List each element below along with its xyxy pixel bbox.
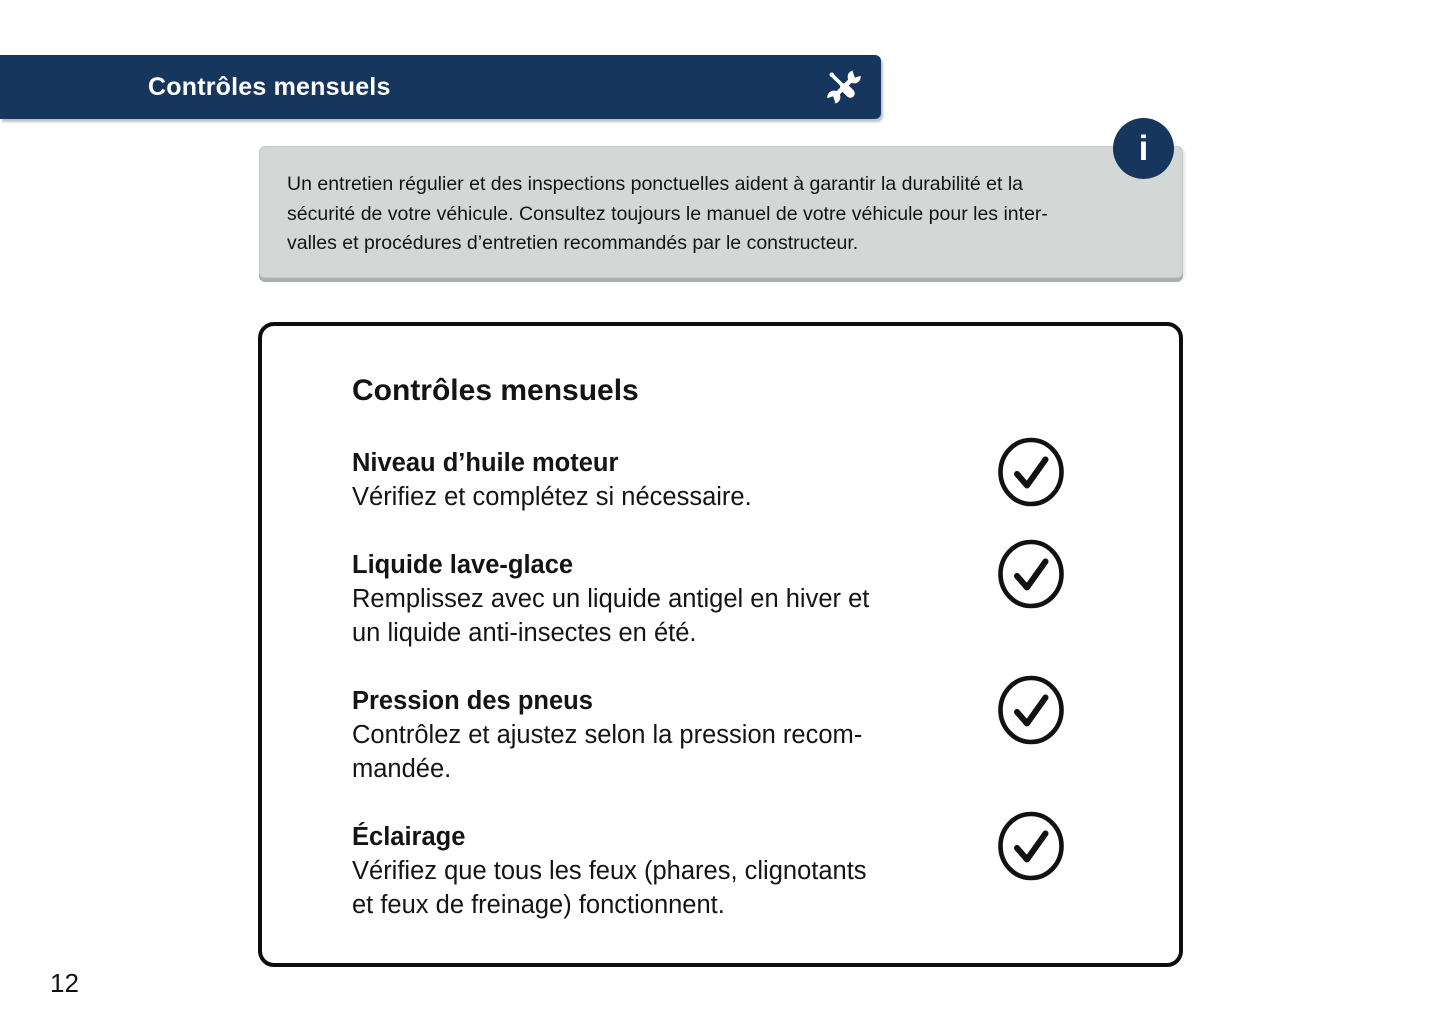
checklist-item-tire-pressure bbox=[352, 684, 1143, 787]
checklist-item-title: Pression des pneus bbox=[352, 686, 593, 715]
checklist-card bbox=[258, 322, 1183, 967]
checklist-item-desc-line: Remplissez avec un liquide antigel en hiver et bbox=[352, 584, 870, 613]
checklist-item-text bbox=[352, 684, 952, 787]
checklist-item-desc-line: Contrôlez et ajustez selon la pression recom- bbox=[352, 720, 863, 749]
checklist-item-title: Niveau d’huile moteur bbox=[352, 449, 619, 477]
check-circle-icon bbox=[996, 811, 1066, 881]
checklist-item-title: Liquide lave-glace bbox=[352, 550, 574, 579]
check-circle-icon bbox=[996, 437, 1066, 507]
info-note-line: Un entretien régulier et des inspections ponctuelles aident à garantir la durabilité et la bbox=[287, 173, 1024, 195]
checklist-item-text bbox=[352, 820, 952, 923]
section-header-bar bbox=[0, 55, 881, 119]
checklist-item-text bbox=[352, 548, 952, 651]
checklist-item-desc-line: un liquide anti-insectes en été. bbox=[352, 619, 697, 647]
info-icon-glyph: i bbox=[1138, 128, 1149, 168]
section-header-title: Contrôles mensuels bbox=[148, 72, 391, 101]
checklist-title: Contrôles mensuels bbox=[352, 374, 639, 407]
tools-icon bbox=[820, 63, 868, 111]
checklist-item-oil-level bbox=[352, 446, 1143, 515]
checklist-item-lighting bbox=[352, 820, 1143, 923]
info-note-line: valles et procédures d’entretien recommandés par le constructeur. bbox=[287, 232, 859, 254]
checklist-item-title: Éclairage bbox=[352, 822, 466, 851]
check-circle-icon bbox=[996, 675, 1066, 745]
checklist-item-washer-fluid bbox=[352, 548, 1143, 651]
info-icon bbox=[1113, 118, 1174, 179]
checklist-item-desc-line: et feux de freinage) fonctionnent. bbox=[352, 891, 725, 919]
info-note-line: sécurité de votre véhicule. Consultez toujours le manuel de votre véhicule pour les inter- bbox=[287, 202, 1048, 225]
page-number: 12 bbox=[50, 968, 79, 998]
check-circle-icon bbox=[996, 539, 1066, 609]
info-note-box bbox=[259, 146, 1183, 278]
checklist-item-desc-line: mandée. bbox=[352, 755, 452, 783]
checklist-item-text bbox=[352, 446, 952, 515]
checklist-item-desc-line: Vérifiez que tous les feux (phares, clignotants bbox=[352, 856, 867, 885]
checklist-item-desc-line: Vérifiez et complétez si nécessaire. bbox=[352, 483, 752, 511]
